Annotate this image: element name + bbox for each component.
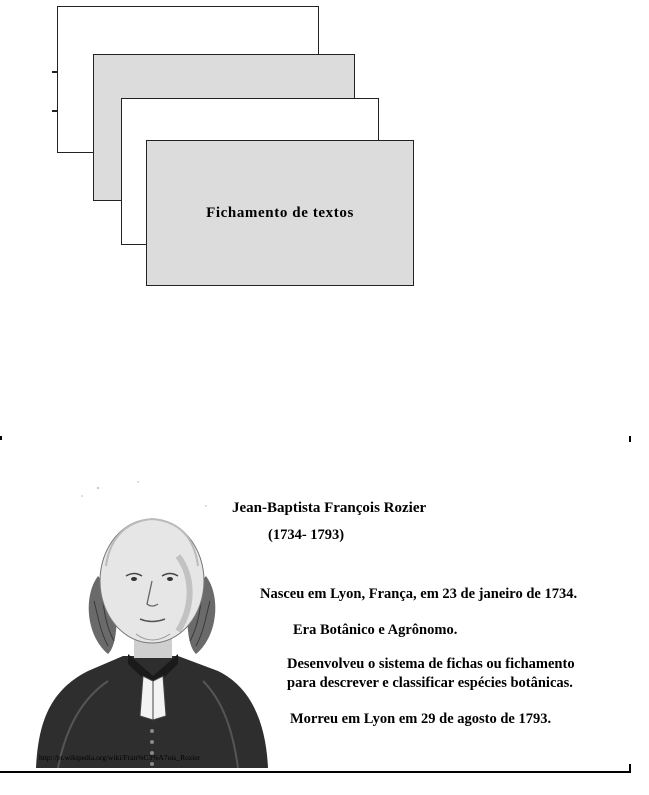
biography-profession: Era Botânico e Agrônomo. <box>293 622 458 638</box>
biography-death: Morreu em Lyon em 29 de agosto de 1793. <box>290 711 552 727</box>
biography-contribution-line: para descrever e classificar espécies botânicas. <box>287 675 573 691</box>
frame-corner <box>0 436 2 440</box>
frame-corner <box>629 436 631 442</box>
frame-bottom-line <box>0 771 631 773</box>
source-url: http://pt.wikipedia.org/wiki/Fran%C3%A7ois_Rozier <box>39 753 201 762</box>
biography-contribution-line: Desenvolveu o sistema de fichas ou fichamento <box>287 656 575 672</box>
card-title: Fichamento de textos <box>206 205 354 221</box>
index-card-front <box>146 140 414 286</box>
portrait-engraving <box>28 476 280 768</box>
biography-dates: (1734- 1793) <box>268 527 345 543</box>
biography-contribution <box>287 655 575 693</box>
biography-name: Jean-Baptista François Rozier <box>232 500 427 516</box>
biography-birth: Nasceu em Lyon, França, em 23 de janeiro de 1734. <box>260 586 578 602</box>
biography-panel <box>0 436 631 773</box>
